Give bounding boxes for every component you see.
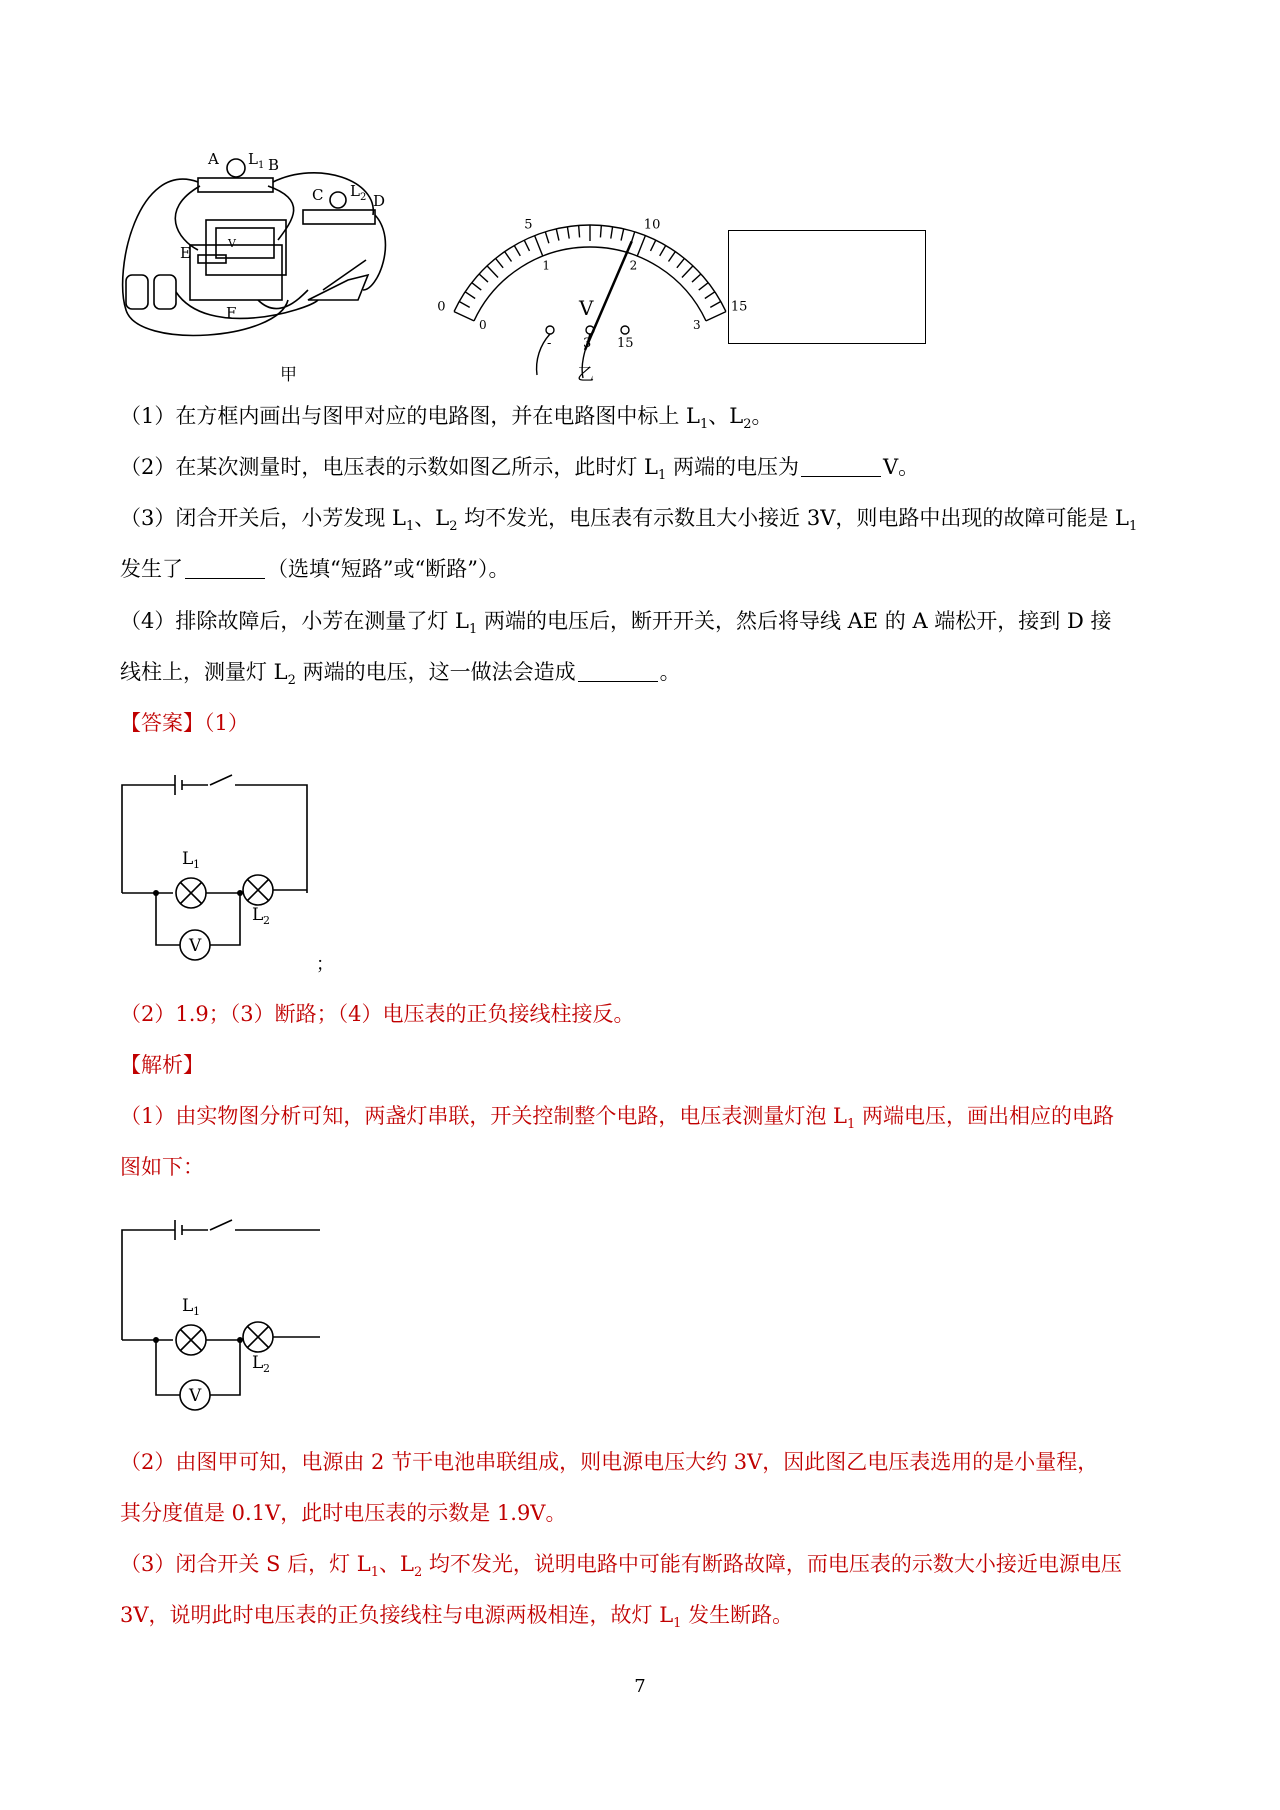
answer-semicolon: ； bbox=[316, 954, 334, 975]
analysis-p3: （3）闭合开关 S 后，灯 $L_1$、$L_2$ 均不发光，说明电路中可能有断路故障，而电压表的示数大小接近电源电压 bbox=[120, 1552, 1122, 1580]
analysis-p1: （1）由实物图分析可知，两盏灯串联，开关控制整个电路，电压表测量灯泡 $L_1$ 两端电压，画出相应的电路 bbox=[120, 1104, 1114, 1132]
answer-line-2: （2）1.9；（3）断路；（4）电压表的正负接线柱接反。 bbox=[120, 1002, 635, 1026]
meter-tick bbox=[650, 240, 655, 251]
label-l2: L bbox=[350, 182, 360, 200]
analysis-p2: （2）由图甲可知，电源由 2 节干电池串联组成，则电源电压大约 3V，因此图乙电压表选用的是小量程， bbox=[120, 1450, 1099, 1474]
meter-tick bbox=[579, 225, 580, 237]
meter-tick bbox=[600, 225, 601, 237]
question-1: （1）在方框内画出与图甲对应的电路图，并在电路图中标上 $L_1$、$L_2$。 bbox=[120, 404, 773, 432]
answer-blank[interactable] bbox=[578, 661, 658, 682]
meter-outer-tick-label: 10 bbox=[643, 217, 661, 233]
caption-yi: 乙 bbox=[577, 365, 594, 385]
label-l2-sub: 2 bbox=[360, 192, 367, 203]
label-c: C bbox=[312, 186, 324, 204]
figure-jia bbox=[118, 150, 458, 390]
analysis-p2-cont: 其分度值是 0.1V，此时电压表的示数是 1.9V。 bbox=[120, 1501, 567, 1525]
circuit-label-l2: L bbox=[252, 905, 264, 925]
meter-tick bbox=[660, 246, 666, 256]
meter-tick bbox=[710, 302, 720, 308]
meter-inner-tick-label: 0 bbox=[479, 318, 487, 333]
meter-tick bbox=[479, 274, 488, 282]
meter-tick bbox=[611, 227, 613, 239]
label-a: A bbox=[208, 150, 219, 168]
meter-symbol: V bbox=[579, 296, 594, 320]
question-4-cont: 线柱上，测量灯 $L_2$ 两端的电压，这一做法会造成 。 bbox=[120, 660, 681, 688]
label-l1-sub: 1 bbox=[258, 160, 265, 171]
answer-heading: 【答案】（1） bbox=[120, 711, 249, 735]
circuit-label-l1-sub: 1 bbox=[193, 858, 200, 871]
page-number: 7 bbox=[634, 1676, 646, 1697]
meter-tick bbox=[682, 266, 693, 278]
meter-tick bbox=[668, 252, 675, 262]
meter-outer-tick-label: 0 bbox=[437, 299, 446, 315]
meter-tick bbox=[472, 283, 481, 290]
meter-outer-tick-label: 5 bbox=[524, 217, 533, 233]
circuit-label-l2-sub: 2 bbox=[263, 914, 270, 927]
meter-tick bbox=[514, 246, 520, 256]
meter-tick bbox=[496, 258, 504, 267]
question-3-cont: 发生了 （选填“短路”或“断路”）。 bbox=[120, 557, 510, 581]
meter-inner-tick-label: 2 bbox=[629, 258, 638, 273]
meter-tick bbox=[545, 232, 549, 243]
question-4: （4）排除故障后，小芳在测量了灯 $L_1$ 两端的电压后，断开开关，然后将导线 AE 的 A 端松开，接到 D 接 bbox=[120, 609, 1112, 637]
meter-tick bbox=[706, 312, 726, 321]
circuit-label-l2: L bbox=[252, 1353, 264, 1373]
label-f: F bbox=[226, 304, 237, 322]
meter-inner-tick-label: 1 bbox=[542, 258, 551, 273]
question-2: （2）在某次测量时，电压表的示数如图乙所示，此时灯 $L_1$ 两端的电压为 V。 bbox=[120, 455, 920, 483]
meter-tick bbox=[637, 236, 645, 256]
circuit-voltmeter-symbol: V bbox=[189, 936, 202, 956]
label-b: B bbox=[268, 156, 280, 174]
meter-tick bbox=[487, 266, 498, 278]
meter-tick bbox=[699, 283, 708, 290]
meter-tick bbox=[677, 258, 685, 267]
analysis-circuit-diagram bbox=[115, 1205, 325, 1420]
meter-tick bbox=[692, 274, 701, 282]
terminal-3: 3 bbox=[583, 336, 592, 351]
circuit-label-l2-sub: 2 bbox=[263, 1362, 270, 1375]
meter-tick bbox=[524, 240, 529, 251]
meter-tick bbox=[621, 229, 624, 241]
circuit-label-l1: L bbox=[182, 1296, 194, 1316]
analysis-p1-cont: 图如下： bbox=[120, 1155, 204, 1179]
meter-tick bbox=[454, 312, 474, 321]
circuit-label-l1-sub: 1 bbox=[193, 1305, 200, 1318]
caption-jia: 甲 bbox=[280, 365, 297, 385]
circuit-label-l1: L bbox=[182, 849, 194, 869]
circuit-voltmeter-symbol: V bbox=[189, 1386, 202, 1406]
label-e: E bbox=[180, 244, 191, 262]
figure-yi-voltmeter bbox=[437, 200, 748, 390]
meter-tick bbox=[705, 292, 715, 299]
answer-circuit-diagram bbox=[115, 760, 315, 970]
answer-box bbox=[728, 230, 926, 344]
meter-tick bbox=[556, 229, 559, 241]
meter-outer-tick-label: 15 bbox=[730, 299, 748, 315]
meter-tick bbox=[567, 227, 569, 239]
analysis-heading: 【解析】 bbox=[120, 1053, 204, 1077]
terminal-neg: - bbox=[547, 336, 552, 351]
meter-inner-tick-label: 3 bbox=[692, 318, 701, 333]
analysis-p3-cont: 3V，说明此时电压表的正负接线柱与电源两极相连，故灯 $L_1$ 发生断路。 bbox=[120, 1603, 794, 1631]
meter-v-mark: V bbox=[228, 237, 236, 250]
answer-blank[interactable] bbox=[185, 558, 265, 579]
meter-tick bbox=[465, 292, 475, 299]
label-l1: L bbox=[248, 150, 258, 168]
meter-tick bbox=[505, 252, 512, 262]
label-d: D bbox=[373, 192, 386, 210]
question-3: （3）闭合开关后，小芳发现 $L_1$、$L_2$ 均不发光，电压表有示数且大小接近 3V，则电路中出现的故障可能是 $L_1$ bbox=[120, 506, 1138, 534]
meter-tick bbox=[535, 236, 543, 256]
answer-blank[interactable] bbox=[801, 456, 881, 477]
meter-tick bbox=[459, 302, 469, 308]
terminal-15: 15 bbox=[617, 336, 634, 351]
